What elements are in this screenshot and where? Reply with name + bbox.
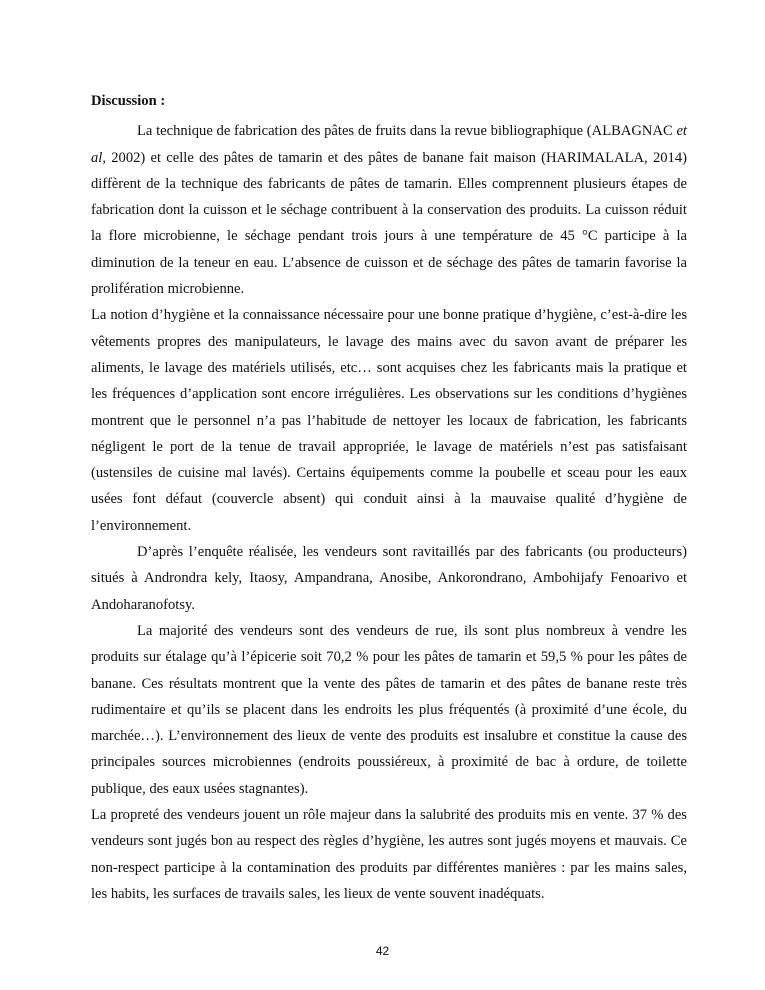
paragraph-hygiene: La notion d’hygiène et la connaissance nécessaire pour une bonne pratique d’hygiène, c’est-à-dire les vêtements propres des manipulateurs, le lavage des mains avec du savon avant de préparer les aliments, le lavage des matériels utilisés, etc… sont acquises chez les fabricants mais la pratique et les fréquences d’application sont encore irrégulières. Les observations sur les conditions d’hygiènes montrent que le personnel n’a pas l’habitude de nettoyer les locaux de fabrication, les fabricants négligent le port de la tenue de travail appropriée, le lavage de matériels n’est pas satisfaisant (ustensiles de cuisine mal lavés). Certains équipements comme la poubelle et sceau pour les eaux usées font défaut (couvercle absent) qui conduit ainsi à la mauvaise qualité d’hygiène de l’environnement. bbox=[91, 307, 687, 534]
section-heading: Discussion : bbox=[91, 93, 166, 109]
paragraph-vendor-cleanliness: La propreté des vendeurs jouent un rôle majeur dans la salubrité des produits mis en vente. 37 % des vendeurs sont jugés bon au respect des règles d’hygiène, les autres sont jugés moyens et mauvais. Ce non-respect participe à la contamination des produits par différentes manières : par les mains sales, les habits, les surfaces de travails sales, les lieux de vente souvent inadéquats. bbox=[91, 807, 687, 902]
document-page bbox=[91, 88, 687, 907]
paragraph-street-vendors: La majorité des vendeurs sont des vendeurs de rue, ils sont plus nombreux à vendre les produits sur étalage qu’à l’épicerie soit 70,2 % pour les pâtes de tamarin et 59,5 % pour les pâtes de banane. Ces résultats montrent que la vente des pâtes de tamarin et des pâtes de banane reste très rudimentaire et qu’ils se placent dans les endroits les plus fréquentés (à proximité d’une école, du marchée…). L’environnement des lieux de vente des produits est insalubre et constitue la cause des principales sources microbiennes (endroits poussiéreux, à proximité de bac à ordure, de toilette publique, des eaux usées stagnantes). bbox=[91, 622, 687, 797]
paragraph-supply: D’après l’enquête réalisée, les vendeurs sont ravitaillés par des fabricants (ou producteurs) situés à Androndra kely, Itaosy, Ampandrana, Anosibe, Ankorondrano, Ambohijafy Fenoarivo et Andoharanofotsy. bbox=[91, 544, 687, 613]
paragraph-text: , 2002) et celle des pâtes de tamarin et des pâtes de banane fait maison (HARIMALALA, 2014) diffèrent de la technique des fabricants de pâtes de tamarin. Elles comprennent plusieurs étapes de fabrication dont la cuisson et le séchage contribuent à la conservation des produits. La cuisson réduit la flore microbienne, le séchage pendant trois jours à une température de 45 °C participe à la diminution de la teneur en eau. L’absence de cuisson et de séchage des pâtes de tamarin favorise la prolifération microbienne. bbox=[91, 149, 687, 298]
citation-et-al: et al bbox=[91, 123, 687, 166]
page-number: 42 bbox=[375, 944, 390, 958]
paragraph-fabrication-technique bbox=[91, 118, 687, 302]
paragraph-text: La technique de fabrication des pâtes de fruits dans la revue bibliographique (ALBAGNAC bbox=[137, 123, 677, 140]
